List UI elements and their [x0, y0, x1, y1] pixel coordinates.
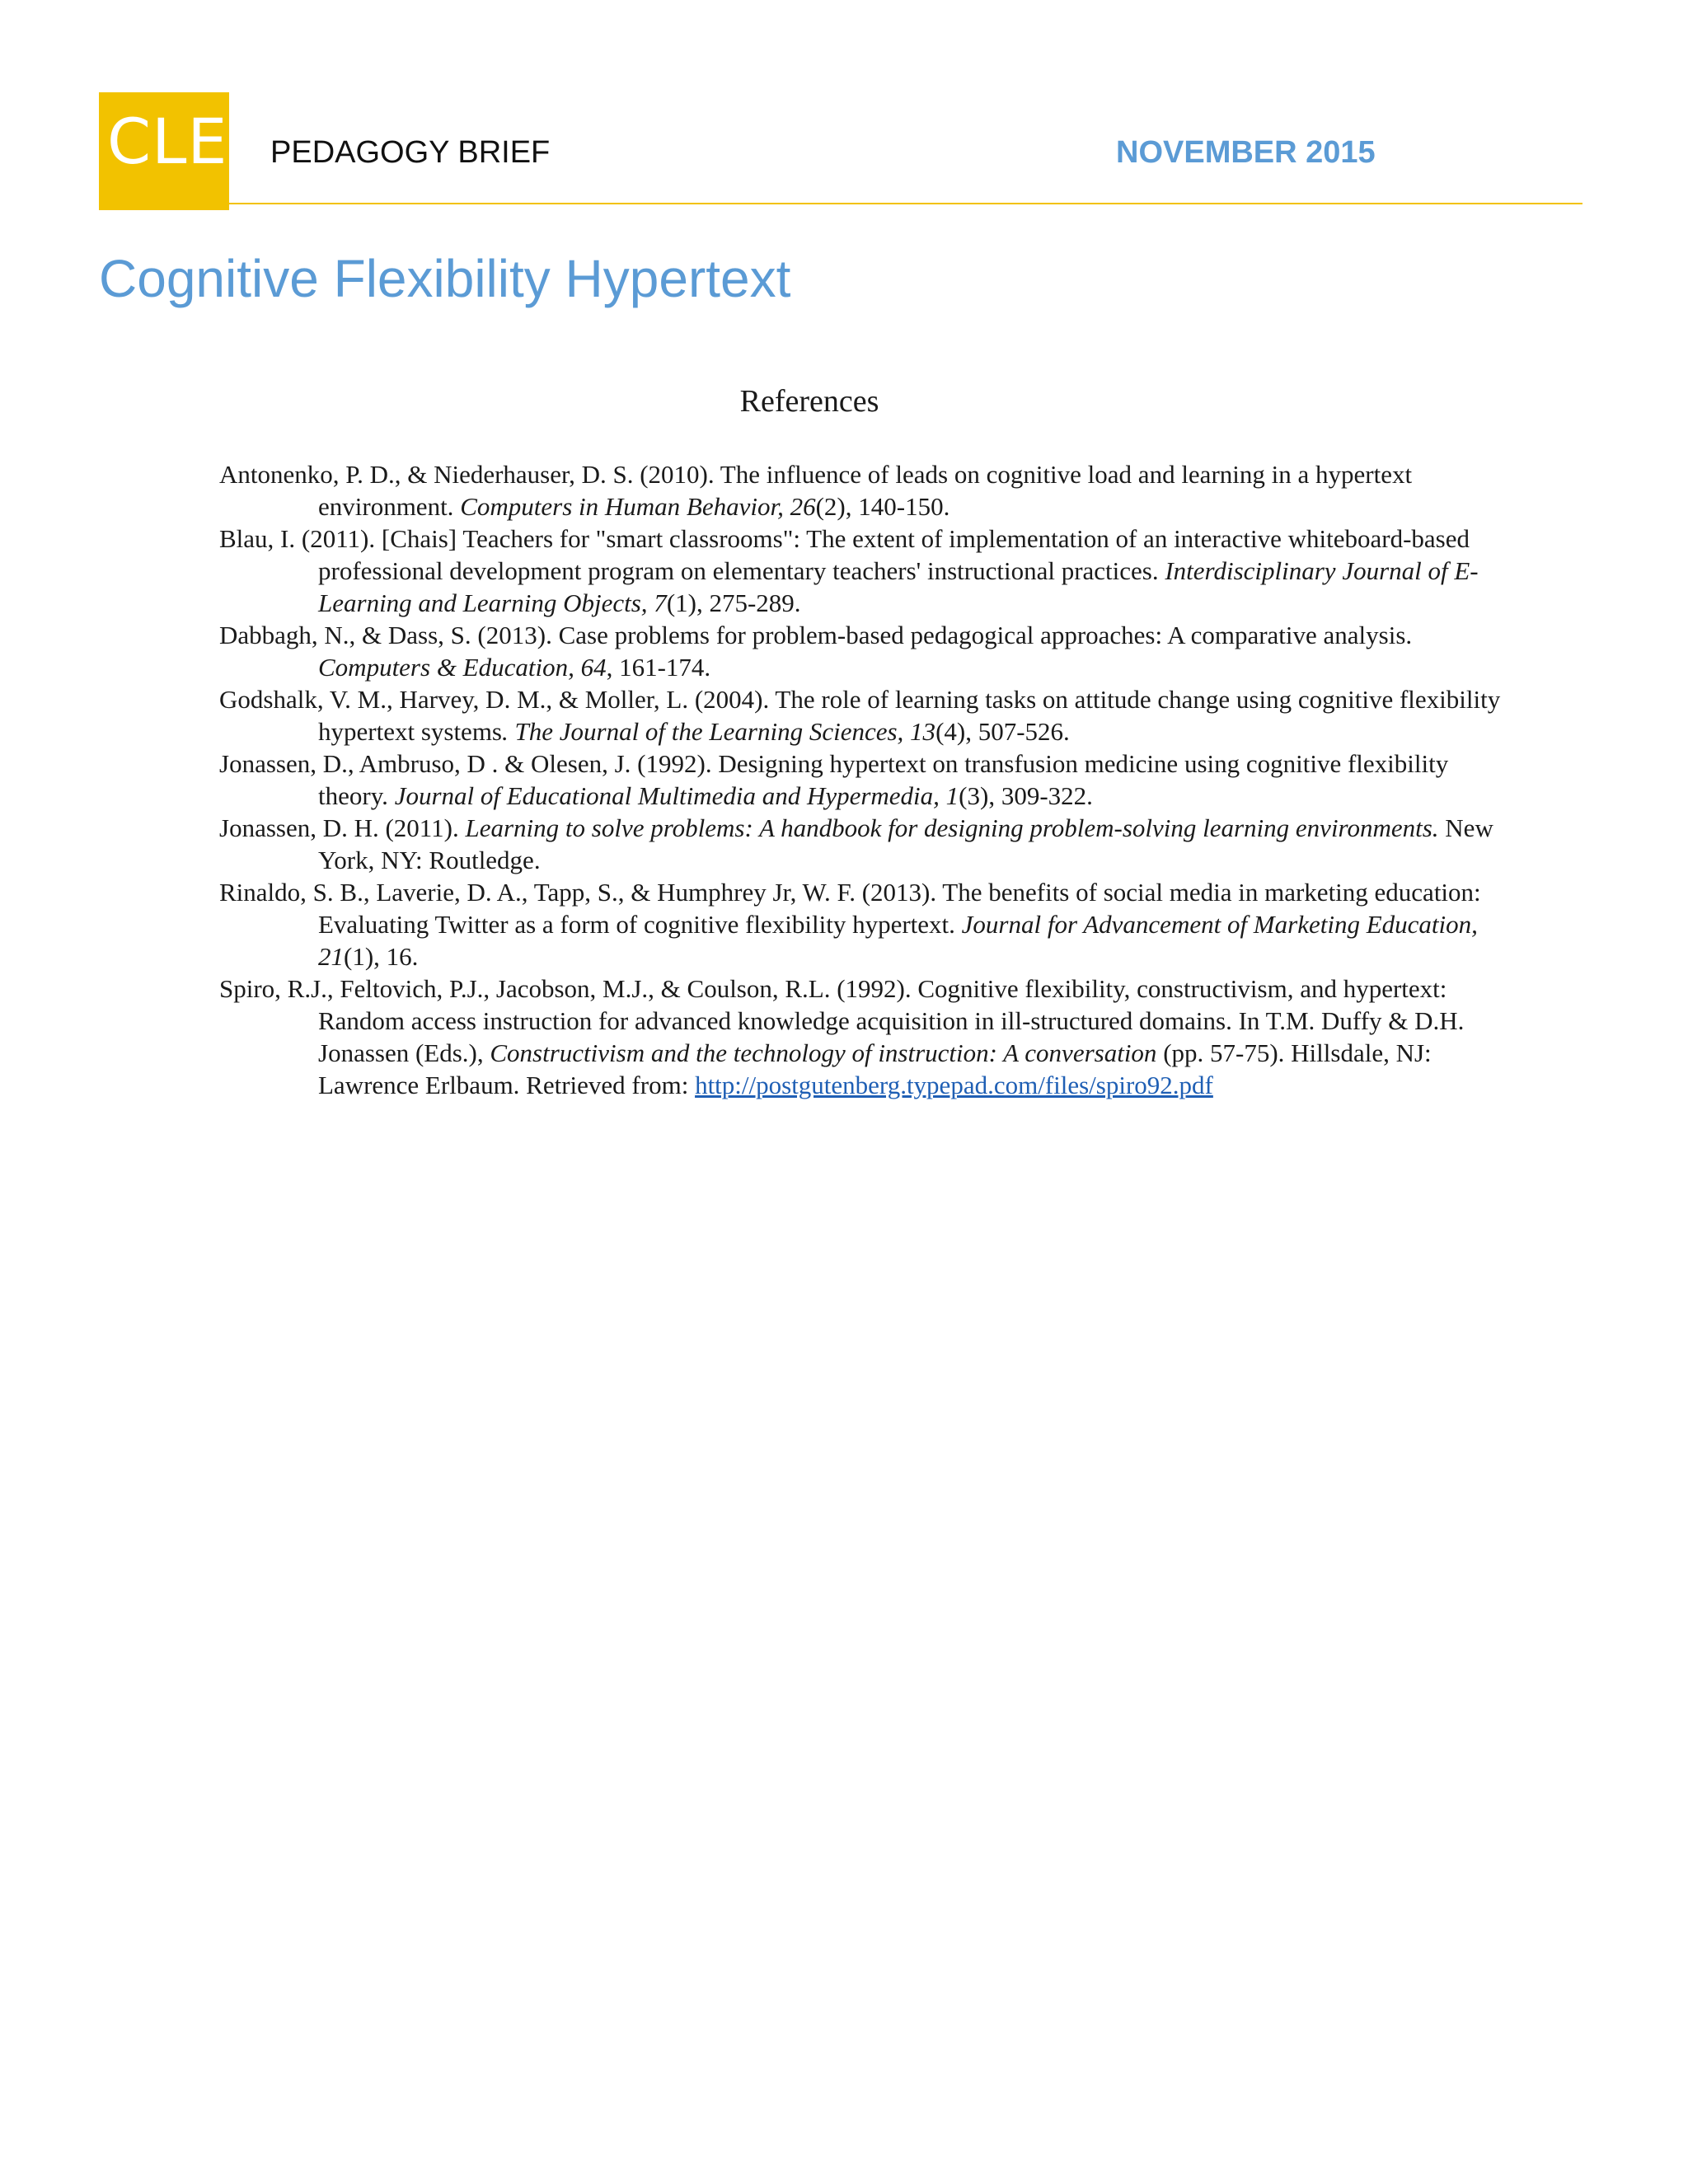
- brief-label: PEDAGOGY BRIEF: [270, 135, 551, 170]
- reference-text: Antonenko, P. D., & Niederhauser, D. S. (2010). The influence of leads on cognitive load and learning in a hypertext environment.: [219, 460, 1413, 521]
- reference-entry: [219, 748, 1513, 812]
- reference-source: Journal for Advancement of Marketing Education, 21: [318, 910, 1478, 971]
- reference-text: Spiro, R.J., Feltovich, P.J., Jacobson, M.J., & Coulson, R.L. (1992). Cognitive flexibility, constructivism, and hypertext: Random access instruction for advanced knowledge acquisition in ill-structured domains. In T.M. Duffy & D.H. Jonassen (Eds.),: [219, 974, 1465, 1067]
- reference-list: [219, 458, 1513, 1101]
- reference-details: (4), 507-526.: [935, 717, 1070, 746]
- reference-details: (1), 275-289.: [666, 588, 801, 617]
- header-divider: [229, 203, 1582, 204]
- reference-source: Learning to solve problems: A handbook for designing problem-solving learning environments.: [465, 813, 1439, 842]
- reference-details: New York, NY: Routledge.: [318, 813, 1493, 874]
- reference-source: Journal of Educational Multimedia and Hypermedia, 1: [394, 781, 959, 810]
- reference-text: Rinaldo, S. B., Laverie, D. A., Tapp, S., & Humphrey Jr, W. F. (2013). The benefits of social media in marketing education: Evaluating Twitter as a form of cognitive flexibility hypertext.: [219, 878, 1481, 939]
- reference-entry: [219, 683, 1513, 748]
- reference-source: . The Journal of the Learning Sciences, 13: [502, 717, 936, 746]
- reference-text: Jonassen, D. H. (2011).: [219, 813, 466, 842]
- reference-source: Interdisciplinary Journal of E- Learning and Learning Objects, 7: [318, 556, 1479, 617]
- reference-entry: [219, 876, 1513, 972]
- reference-details: (pp. 57-75). Hillsdale, NJ: Lawrence Erlbaum. Retrieved from:: [318, 1038, 1432, 1099]
- reference-details: (3), 309-322.: [959, 781, 1093, 810]
- reference-source: Constructivism and the technology of instruction: A conversation: [490, 1038, 1157, 1067]
- issue-date: NOVEMBER 2015: [1116, 135, 1376, 170]
- cle-logo: [99, 92, 229, 210]
- reference-details: , 161-174.: [606, 653, 711, 682]
- reference-text: Godshalk, V. M., Harvey, D. M., & Moller, L. (2004). The role of learning tasks on attitude change using cognitive flexibility hypertext systems: [219, 685, 1501, 746]
- reference-details: (2), 140-150.: [815, 492, 950, 521]
- reference-entry: [219, 812, 1513, 876]
- reference-url-link[interactable]: http://postgutenberg.typepad.com/files/spiro92.pdf: [695, 1071, 1213, 1099]
- reference-text: Jonassen, D., Ambruso, D . & Olesen, J. (1992). Designing hypertext on transfusion medicine using cognitive flexibility theory.: [219, 749, 1449, 810]
- reference-entry: [219, 523, 1513, 619]
- reference-text: Blau, I. (2011). [Chais] Teachers for "smart classrooms": The extent of implementation of an interactive whiteboard-based professional development program on elementary teachers' instructional practices.: [219, 524, 1470, 585]
- reference-entry: [219, 972, 1513, 1101]
- logo-text: CLE: [107, 105, 228, 178]
- reference-source: Computers & Education, 64: [318, 653, 607, 682]
- document-title: Cognitive Flexibility Hypertext: [99, 249, 791, 308]
- references-heading: References: [739, 384, 879, 419]
- reference-entry: [219, 458, 1513, 523]
- reference-entry: [219, 619, 1513, 683]
- reference-text: Dabbagh, N., & Dass, S. (2013). Case problems for problem-based pedagogical approaches: A comparative analysis.: [219, 621, 1413, 649]
- reference-source: Computers in Human Behavior, 26: [460, 492, 816, 521]
- reference-details: (1), 16.: [344, 942, 419, 971]
